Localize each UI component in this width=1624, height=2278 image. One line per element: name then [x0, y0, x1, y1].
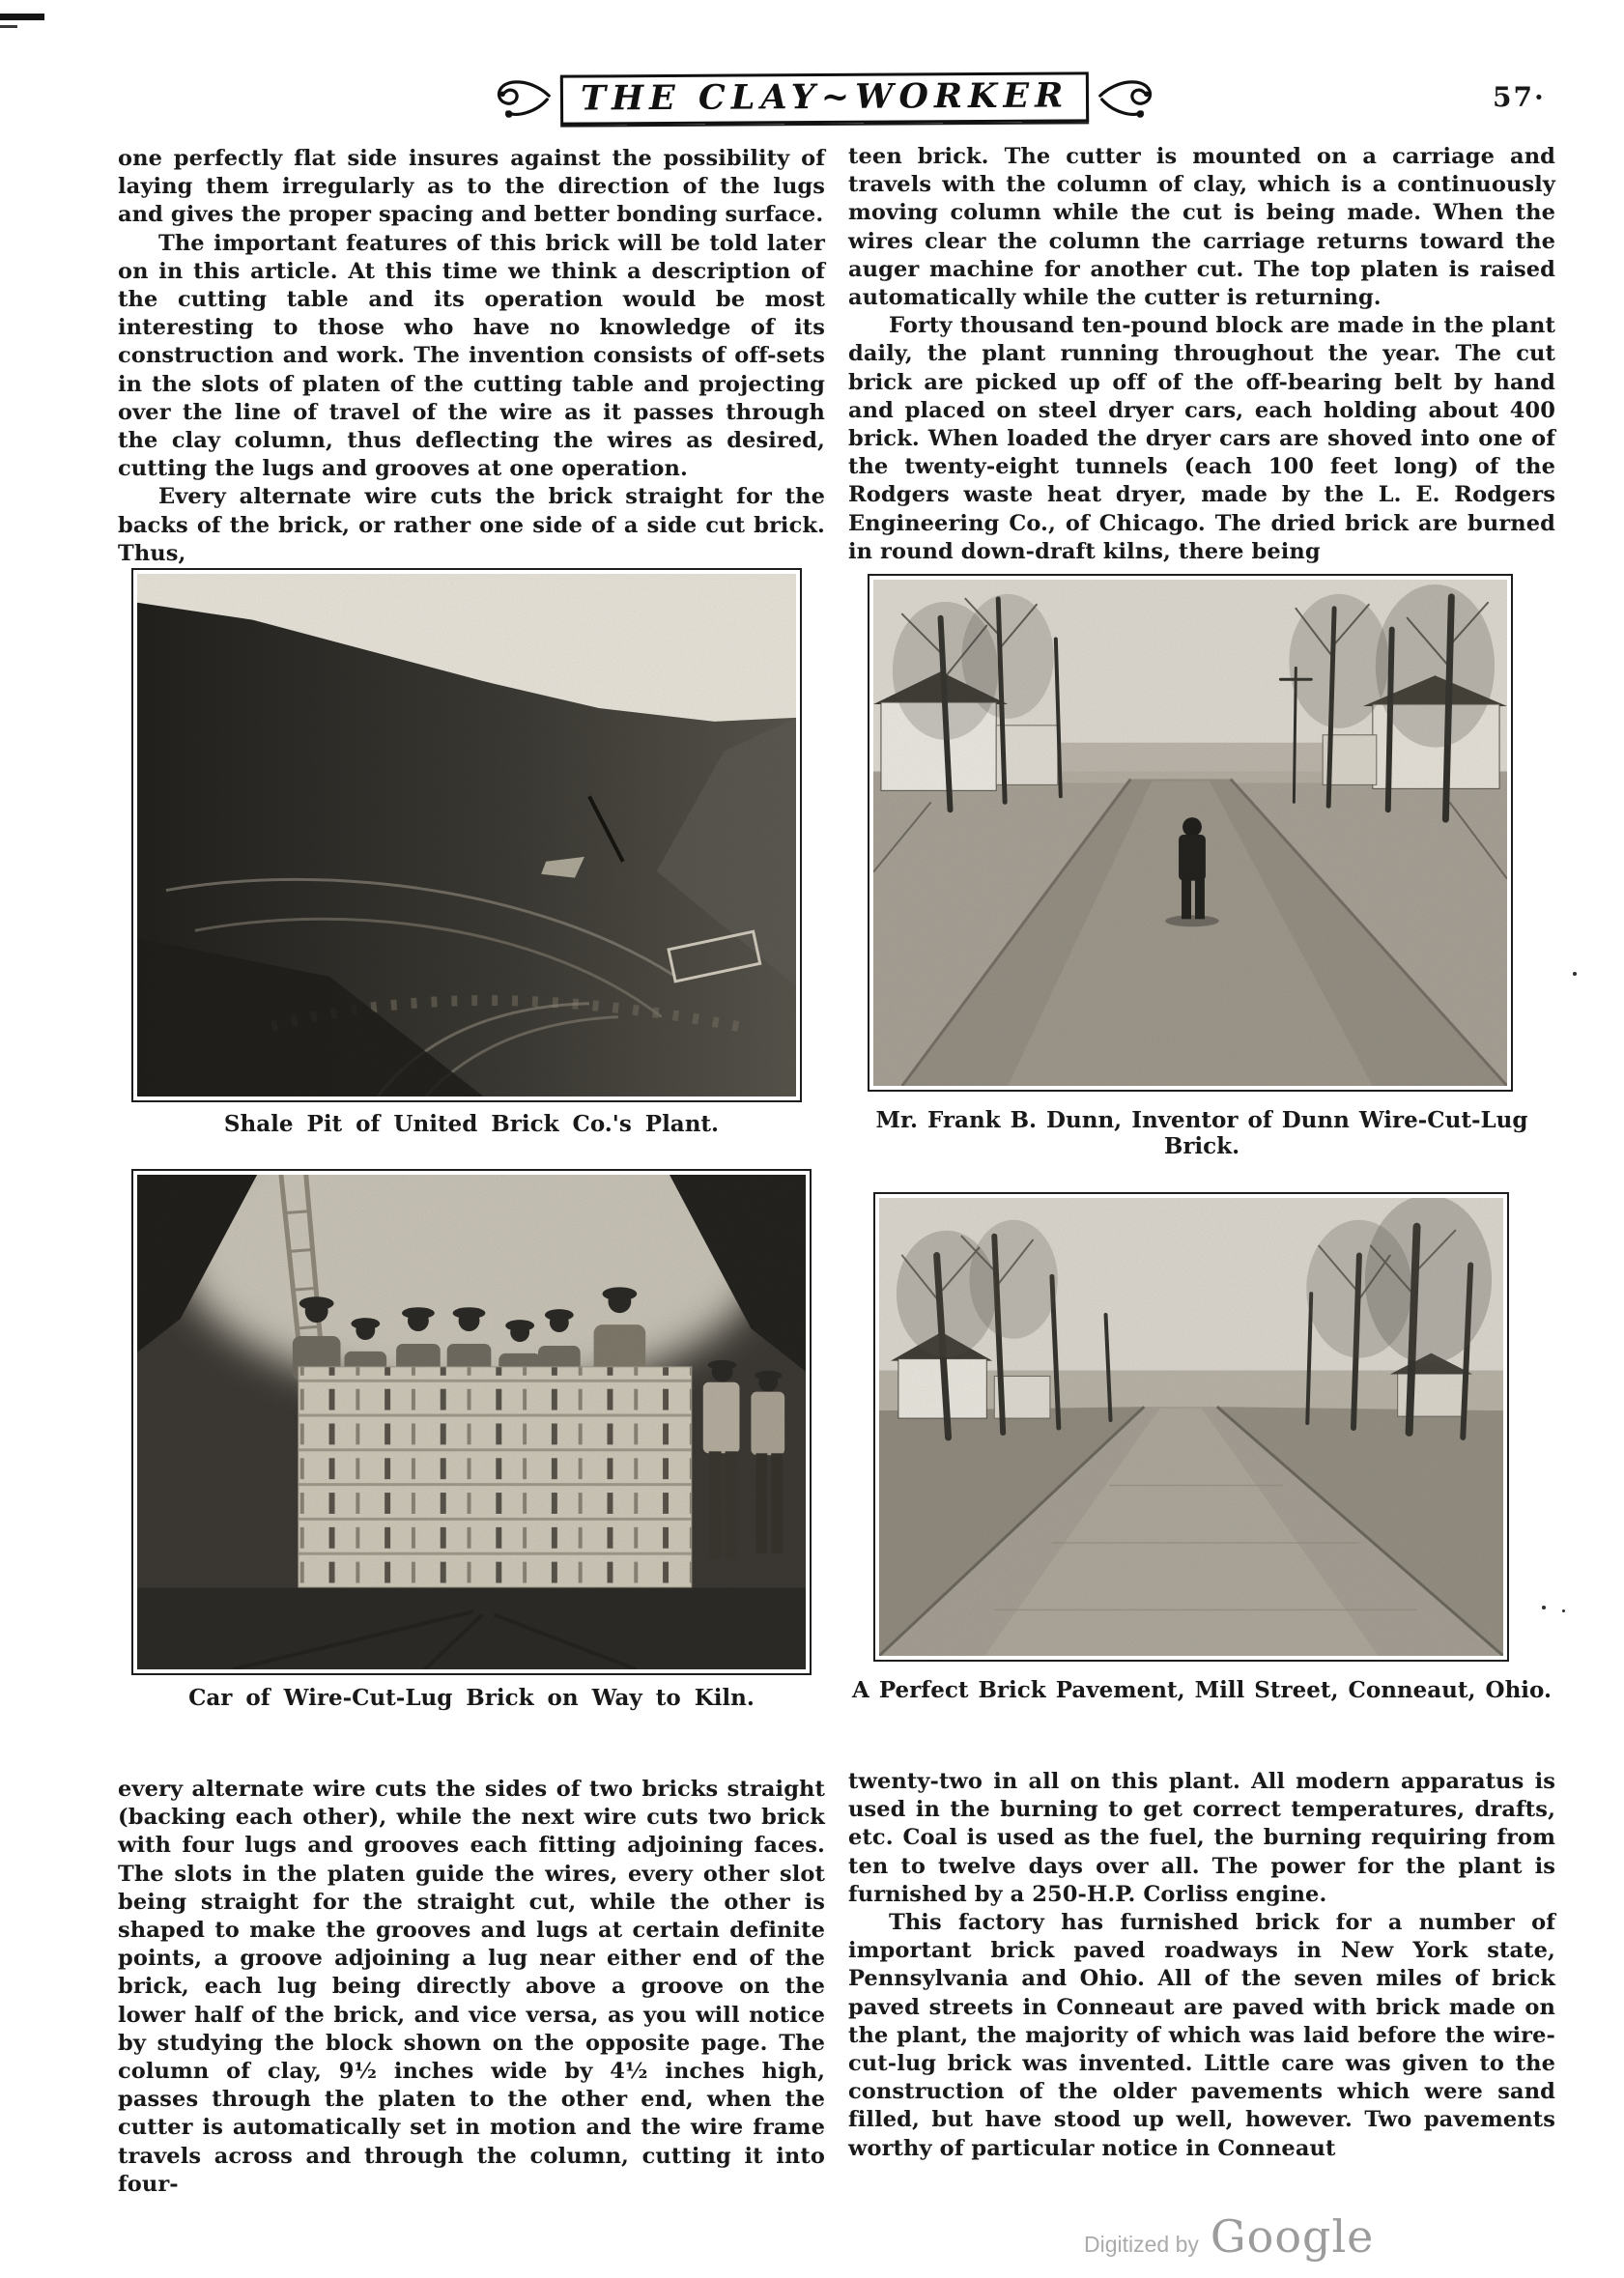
column-right-top [848, 143, 1555, 566]
page-number: 57· [1493, 81, 1546, 113]
figure-shale-pit [131, 568, 802, 1102]
paragraph: This factory has furnished brick for a number of important brick paved roadways in New York state, Pennsylvania and Ohio. All of the seven miles of brick paved streets in Conneaut are paved with brick made on the plant, the majority of which was laid before the wire-cut-lug brick was invented. Little care was given to the construction of the older pavements which were sand filled, but have stood up well, however. Two pavements worthy of particular notice in Conneaut [848, 1910, 1555, 2161]
photo-shale-pit [137, 574, 796, 1096]
masthead [489, 73, 1160, 124]
paragraph: one perfectly flat side insures against the possibility of laying them irregularly as to the direction of the lugs and gives the proper spacing and better bonding surface. [118, 146, 825, 228]
paragraph: every alternate wire cuts the sides of two bricks straight (backing each other), while the next wire cuts two brick with four lugs and grooves each fitting adjoining faces. The slots in the platen guide the wires, every other slot being straight for the straight cut, while the other is shaped to make the grooves and lugs at certain definite points, a groove adjoining a lug near either end of the brick, each lug being directly above a groove on the lower half of the brick, and vice versa, as you will notice by studying the block shown on the opposite page. The column of clay, 9½ inches wide by 4½ inches high, passes through the platen to the other end, when the cutter is automatically set in motion and the wire frame travels across and through the column, cutting it into four- [118, 1777, 825, 2197]
figure-frank-dunn [868, 574, 1513, 1092]
caption-frank-dunn: Mr. Frank B. Dunn, Inventor of Dunn Wire-Cut-Lug Brick. [875, 1107, 1528, 1159]
paragraph: twenty-two in all on this plant. All modern apparatus is used in the burning to get correct temperatures, drafts, etc. Coal is used as the fuel, the burning requiring from ten to twelve days over all. The power for the plant is furnished by a 250-H.P. Corliss engine. [848, 1769, 1555, 1907]
print-corner-mark [0, 25, 17, 28]
masthead-box [560, 71, 1090, 125]
watermark [1084, 2210, 1374, 2263]
paragraph: teen brick. The cutter is mounted on a carriage and travels with the column of clay, which is a continuously moving column while the cut is being made. When the wires clear the column the carriage returns toward the auger machine for another cut. The top platen is raised automatically while the cutter is returning. [848, 144, 1555, 311]
masthead-flourish-left-icon [489, 74, 553, 123]
watermark-text: Digitized by [1084, 2232, 1199, 2257]
scan-speck [1573, 972, 1577, 976]
paragraph: Every alternate wire cuts the brick straight for the backs of the brick, or rather one side of a side cut brick. Thus, [118, 484, 825, 566]
photo-brick-car [137, 1175, 806, 1669]
column-right-bottom [848, 1768, 1555, 2163]
photo-brick-pavement [879, 1198, 1503, 1656]
masthead-flourish-right-icon [1097, 74, 1160, 123]
masthead-title: THE CLAY~WORKER [580, 75, 1069, 119]
paragraph: The important features of this brick will be told later on in this article. At this time we think a description of the cutting table and its operation would be most interesting to those who have no knowledge of its construction and work. The invention consists of off-sets in the slots of platen of the cutting table and projecting over the line of travel of the wire as it passes through the clay column, thus deflecting the wires as desired, cutting the lugs and grooves at one operation. [118, 230, 825, 482]
column-left-bottom [118, 1776, 825, 2199]
caption-brick-pavement: A Perfect Brick Pavement, Mill Street, Conneaut, Ohio. [852, 1677, 1552, 1703]
figure-brick-pavement [873, 1192, 1509, 1662]
figure-brick-car [131, 1169, 812, 1675]
google-logo: Google [1210, 2210, 1375, 2263]
scan-speck [1562, 1609, 1565, 1612]
paragraph: Forty thousand ten-pound block are made in the plant daily, the plant running throughout the year. The cut brick are picked up off of the off-bearing belt by hand and placed on steel dryer cars, each holding about 400 brick. When loaded the dryer cars are shoved into one of the twenty-eight tunnels (each 100 feet long) of the Rodgers waste heat dryer, made by the L. E. Rodgers Engineering Co., of Chicago. The dried brick are burned in round down-draft kilns, there being [848, 313, 1555, 564]
print-corner-mark [0, 14, 44, 20]
caption-brick-car: Car of Wire-Cut-Lug Brick on Way to Kiln. [188, 1685, 755, 1711]
scan-speck [1542, 1606, 1546, 1609]
column-left-top [118, 145, 825, 568]
caption-shale-pit: Shale Pit of United Brick Co.'s Plant. [223, 1111, 720, 1137]
photo-frank-dunn [873, 580, 1507, 1086]
